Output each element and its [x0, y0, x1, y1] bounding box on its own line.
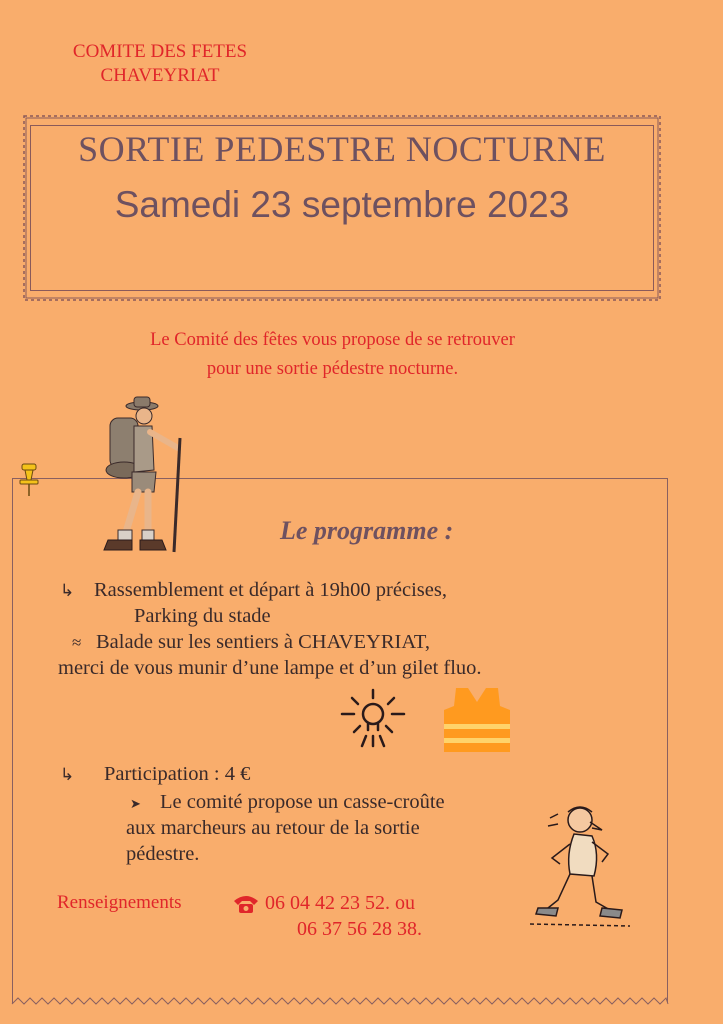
programme-item-price: ↳ Participation : 4 €	[60, 763, 251, 785]
contact-phone-1[interactable]: 06 04 42 23 52. ou	[265, 892, 415, 914]
programme-subitem-snack-line3: pédestre.	[126, 843, 200, 865]
safety-vest-icon	[442, 686, 512, 754]
intro-text: Le Comité des fêtes vous propose de se retrouver pour une sortie pédestre nocturne.	[150, 330, 515, 379]
contact-phone-2[interactable]: 06 37 56 28 38.	[297, 918, 422, 940]
arrow-bullet-icon: ↳	[60, 581, 75, 600]
runner-illustration	[530, 800, 634, 932]
event-date: Samedi 23 septembre 2023	[114, 184, 570, 225]
programme-subitem-snack-line2: aux marcheurs au retour de la sortie	[126, 817, 420, 839]
pushpin-icon	[16, 462, 42, 498]
programme-item-walk-note: merci de vous munir d’une lampe et d’un gilet fluo.	[58, 657, 482, 679]
programme-item-meeting-place: Parking du stade	[134, 605, 271, 627]
wave-bullet-icon: ≈	[72, 633, 82, 652]
programme-item-walk: ≈ Balade sur les sentiers à CHAVEYRIAT,	[72, 631, 431, 653]
lamp-icon	[338, 688, 408, 750]
programme-heading: Le programme :	[280, 516, 454, 545]
programme-box-bottom-border	[0, 996, 723, 1016]
contact-label: Renseignements	[57, 892, 182, 913]
event-title: SORTIE PEDESTRE NOCTURNE	[78, 129, 606, 169]
arrowhead-bullet-icon: ➤	[130, 796, 141, 811]
arrow-bullet-icon: ↳	[60, 765, 75, 784]
programme-subitem-snack: ➤ Le comité propose un casse-croûte	[130, 790, 445, 816]
phone-icon	[232, 893, 260, 915]
hiker-illustration	[88, 392, 200, 558]
organizer-name: COMITE DES FETES CHAVEYRIAT	[72, 41, 248, 86]
programme-item-meeting: ↳ Rassemblement et départ à 19h00 précises,	[60, 579, 447, 601]
